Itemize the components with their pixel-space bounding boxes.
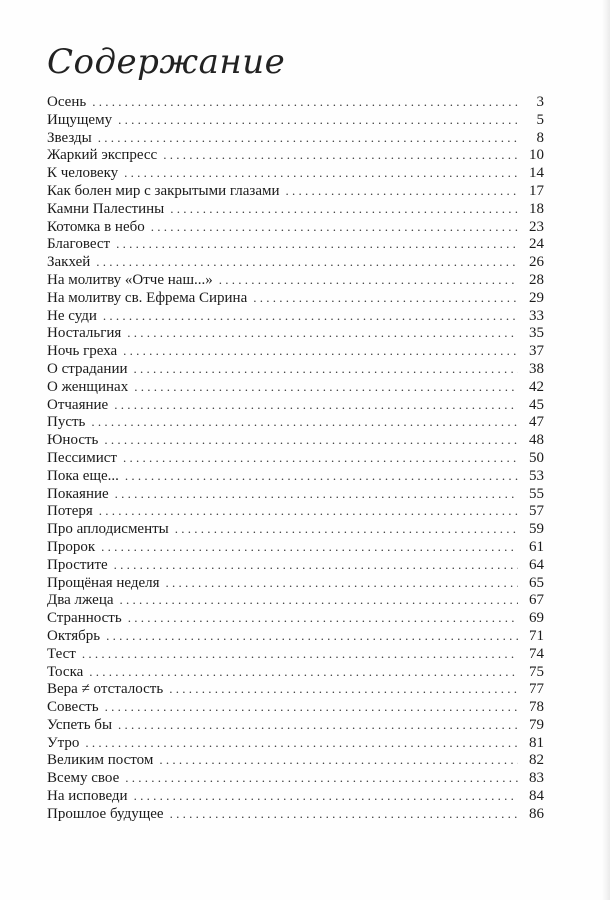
toc-entry [47,574,544,592]
toc-entry [47,449,544,467]
toc-entry-page-number: 50 [529,449,544,466]
toc-entry-title: Простите [47,556,108,573]
toc-entry [47,378,544,396]
toc-entry-page-number: 78 [529,699,544,716]
dot-leader [286,182,518,200]
toc-entry-page-number: 29 [529,289,544,306]
toc-entry-title: К человеку [47,165,119,182]
toc-entry-title: Как болен мир с закрытыми глазами [47,182,280,199]
toc-entry [47,520,544,538]
dot-leader [82,645,518,663]
dot-leader [106,627,518,645]
toc-entry-title: Тест [47,645,76,662]
toc-entry-page-number: 59 [529,521,544,538]
toc-entry [47,556,544,574]
dot-leader [134,360,518,378]
toc-entry-page-number: 48 [529,432,544,449]
toc-entry [47,805,544,823]
toc-entry-page-number: 35 [529,325,544,342]
toc-entry-title: Пророк [47,538,96,555]
toc-entry-title: Камни Палестины [47,200,165,217]
toc-entry-page-number: 84 [529,788,544,805]
toc-entry-title: Благовест [47,236,111,253]
toc-entry-title: Прощёная неделя [47,574,160,591]
toc-entry-page-number: 42 [529,378,544,395]
toc-entry-title: Два лжеца [47,592,114,609]
toc-entry-title: Покаяние [47,485,109,502]
toc-entry-title: О женщинах [47,378,129,395]
toc-entry-page-number: 69 [529,610,544,627]
dot-leader [125,769,518,787]
toc-entry-page-number: 5 [536,111,544,128]
toc-entry-page-number: 81 [529,734,544,751]
toc-entry-title: Всему свое [47,770,120,787]
toc-entry-page-number: 79 [529,716,544,733]
toc-entry-title: Осень [47,94,87,110]
dot-leader [92,93,518,111]
toc-entry-title: Великим постом [47,752,154,769]
table-of-contents [47,93,544,823]
toc-entry-title: Про аплодисменты [47,521,169,538]
toc-entry-page-number: 64 [529,556,544,573]
toc-entry-page-number: 55 [529,485,544,502]
toc-entry-page-number: 38 [529,360,544,377]
toc-entry [47,271,544,289]
dot-leader [151,218,518,236]
toc-entry-title: Котомка в небо [47,218,145,235]
toc-entry [47,645,544,663]
dot-leader [124,164,518,182]
toc-entry [47,591,544,609]
toc-entry-title: Жаркий экспресс [47,147,158,164]
dot-leader [170,200,518,218]
toc-entry [47,734,544,752]
toc-entry-page-number: 74 [529,645,544,662]
toc-entry [47,146,544,164]
toc-entry-title: О страдании [47,360,128,377]
dot-leader [120,591,518,609]
toc-entry [47,235,544,253]
dot-leader [134,378,518,396]
toc-entry-page-number: 77 [529,681,544,698]
dot-leader [99,502,518,520]
dot-leader [128,609,518,627]
toc-entry-page-number: 75 [529,663,544,680]
dot-leader [169,680,518,698]
dot-leader [103,307,518,325]
toc-entry-page-number: 28 [529,271,544,288]
dot-leader [166,574,518,592]
toc-entry-page-number: 71 [529,627,544,644]
toc-entry-page-number: 18 [529,200,544,217]
toc-entry-page-number: 17 [529,182,544,199]
toc-entry [47,93,544,111]
toc-entry-title: Утро [47,734,80,751]
toc-entry [47,680,544,698]
dot-leader [118,716,518,734]
toc-entry [47,307,544,325]
toc-entry-title: Пусть [47,414,86,431]
dot-leader [115,485,518,503]
toc-entry [47,396,544,414]
toc-entry-page-number: 8 [536,129,544,146]
dot-leader [114,556,518,574]
toc-entry [47,253,544,271]
toc-entry [47,485,544,503]
dot-leader [104,431,518,449]
toc-entry-title: Отчаяние [47,396,109,413]
toc-entry-title: Юность [47,432,99,449]
toc-entry-page-number: 3 [536,94,544,110]
toc-entry-title: Ностальгия [47,325,122,342]
page-edge [602,0,610,900]
toc-entry [47,324,544,342]
dot-leader [125,467,518,485]
dot-leader [219,271,518,289]
toc-entry [47,129,544,147]
dot-leader [118,111,518,129]
toc-entry [47,787,544,805]
toc-entry-title: Закхей [47,254,91,271]
toc-entry-title: Вера ≠ отсталость [47,681,164,698]
toc-entry [47,538,544,556]
dot-leader [127,324,518,342]
toc-entry [47,609,544,627]
dot-leader [85,734,518,752]
toc-entry-title: Октябрь [47,627,101,644]
toc-entry [47,627,544,645]
dot-leader [114,396,518,414]
toc-entry-title: Пока еще... [47,467,119,484]
toc-entry-page-number: 57 [529,503,544,520]
toc-entry-title: На исповеди [47,788,128,805]
toc-entry-title: Пессимист [47,449,117,466]
dot-leader [96,253,518,271]
toc-entry [47,413,544,431]
toc-entry [47,663,544,681]
toc-entry [47,164,544,182]
toc-entry-page-number: 24 [529,236,544,253]
toc-entry [47,698,544,716]
page-title: Содержание [47,42,286,82]
dot-leader [134,787,518,805]
toc-entry [47,431,544,449]
toc-entry-page-number: 33 [529,307,544,324]
dot-leader [159,751,518,769]
toc-entry [47,751,544,769]
toc-entry-page-number: 67 [529,592,544,609]
toc-entry-page-number: 23 [529,218,544,235]
toc-entry [47,289,544,307]
toc-entry-page-number: 47 [529,414,544,431]
toc-entry [47,200,544,218]
dot-leader [123,449,518,467]
toc-entry-title: На молитву св. Ефрема Сирина [47,289,248,306]
toc-entry-title: Потеря [47,503,93,520]
toc-entry-title: Тоска [47,663,84,680]
toc-entry-title: На молитву «Отче наш...» [47,271,213,288]
dot-leader [91,413,518,431]
toc-entry-title: Прошлое будущее [47,805,164,822]
toc-entry [47,467,544,485]
toc-entry-page-number: 83 [529,770,544,787]
dot-leader [105,698,518,716]
toc-entry-page-number: 86 [529,805,544,822]
toc-entry-page-number: 14 [529,165,544,182]
dot-leader [253,289,518,307]
toc-entry [47,502,544,520]
toc-entry-title: Звезды [47,129,92,146]
dot-leader [175,520,518,538]
toc-entry-title: Успеть бы [47,716,113,733]
dot-leader [170,805,518,823]
toc-entry-page-number: 37 [529,343,544,360]
toc-entry-title: Странность [47,610,122,627]
dot-leader [123,342,518,360]
toc-entry-page-number: 26 [529,254,544,271]
dot-leader [98,129,518,147]
toc-entry-page-number: 61 [529,538,544,555]
toc-entry [47,716,544,734]
dot-leader [163,146,518,164]
dot-leader [101,538,518,556]
toc-entry [47,111,544,129]
toc-entry-page-number: 82 [529,752,544,769]
toc-entry-page-number: 10 [529,147,544,164]
toc-entry-page-number: 45 [529,396,544,413]
toc-entry [47,182,544,200]
toc-entry-title: Ночь греха [47,343,118,360]
toc-entry-title: Не суди [47,307,97,324]
toc-entry [47,342,544,360]
dot-leader [116,235,518,253]
toc-entry-title: Ищущему [47,111,113,128]
toc-entry-page-number: 65 [529,574,544,591]
toc-entry-page-number: 53 [529,467,544,484]
toc-entry [47,218,544,236]
dot-leader [89,663,518,681]
toc-entry-title: Совесть [47,699,99,716]
toc-entry [47,769,544,787]
toc-entry [47,360,544,378]
